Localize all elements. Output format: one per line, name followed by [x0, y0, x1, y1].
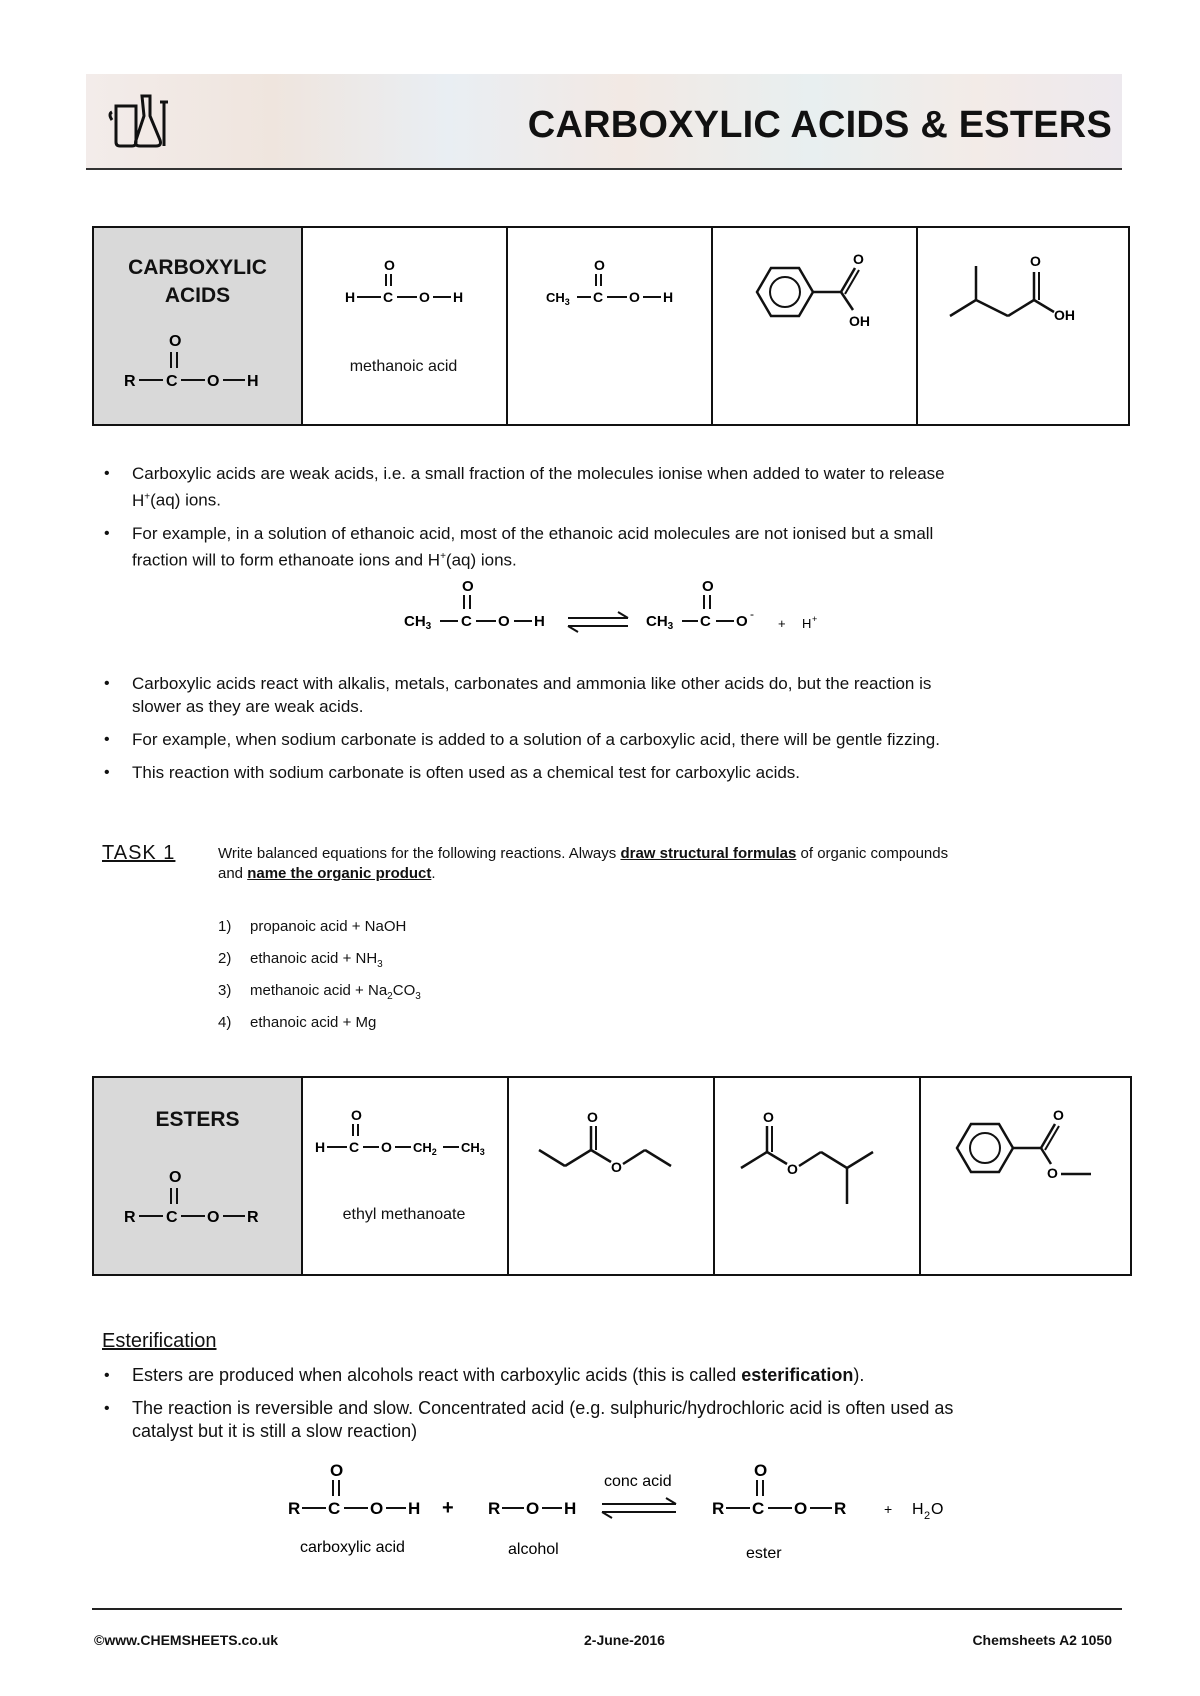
svg-text:C: C	[328, 1499, 341, 1518]
svg-text:H: H	[564, 1499, 577, 1518]
isobutyl-ethanoate-skeletal	[737, 1110, 907, 1210]
svg-text:O: O	[611, 1159, 622, 1175]
task-label: TASK 1	[102, 842, 176, 864]
esters-heading: ESTERS	[155, 1108, 240, 1131]
acid-bullets	[100, 462, 1122, 581]
svg-text:C: C	[461, 613, 472, 630]
label-alcohol: alcohol	[508, 1541, 559, 1558]
svg-text:O: O	[351, 1107, 362, 1123]
carboxylic-acid-general-formula	[119, 328, 279, 398]
svg-text:O: O	[594, 257, 605, 273]
esterification-equation	[284, 1460, 974, 1572]
svg-text:H: H	[534, 613, 545, 630]
svg-text:O: O	[853, 251, 864, 267]
svg-text:O: O	[370, 1499, 384, 1518]
svg-text:C: C	[166, 373, 178, 390]
svg-text:H: H	[802, 616, 812, 631]
ester-example-ethyl-methanoate	[301, 1078, 509, 1274]
task-intro: Write balanced equations for the following reactions. Always draw structural formulas of organic compounds and name the organic product.	[218, 845, 949, 882]
svg-text:CH3: $CH_3$	[646, 613, 674, 632]
ester-example-methyl-benzoate	[919, 1078, 1128, 1274]
ethyl-methanoate-caption: ethyl methanoate	[342, 1206, 466, 1223]
acids-heading-cell	[94, 228, 303, 424]
esters-table	[92, 1076, 1132, 1276]
svg-text:OH: OH	[1054, 307, 1075, 323]
svg-text:H: H	[315, 1139, 326, 1155]
svg-text:C: C	[349, 1139, 360, 1155]
svg-text:O: O	[794, 1499, 808, 1518]
svg-text:OH: OH	[849, 313, 870, 329]
svg-text:CH3: $CH_3$	[404, 613, 432, 632]
svg-text:CH3: $CH_3$	[546, 290, 570, 306]
svg-text:O: O	[763, 1110, 774, 1125]
ester-example-isobutyl-ethanoate	[713, 1078, 921, 1274]
bullet-ethanoic-example: • For example, in a solution of ethanoic acid, most of the ethanoic acid molecules are not ionised but a small fraction will to form ethanoate ions and H+(aq) ions.	[100, 522, 1122, 572]
svg-text:O: O	[207, 1209, 220, 1226]
svg-text:O: O	[462, 578, 474, 595]
lab-glassware-icon	[106, 92, 176, 150]
svg-text:O: O	[498, 613, 510, 630]
svg-text:C: C	[700, 613, 711, 630]
svg-text:O: O	[169, 1169, 182, 1186]
task-item: 1) propanoic acid + NaOH	[218, 918, 407, 935]
svg-text:O: O	[1047, 1165, 1058, 1181]
methanoic-acid-caption: methanoic acid	[349, 358, 458, 375]
svg-text:O: O	[169, 333, 182, 350]
svg-text:O: O	[629, 289, 640, 305]
bullet-sodium-carbonate: • For example, when sodium carbonate is added to a solution of a carboxylic acid, there will be gentle fizzing.	[100, 728, 1122, 751]
svg-text:R: R	[288, 1499, 301, 1518]
footer-website: ©www.CHEMSHEETS.co.uk	[94, 1632, 279, 1648]
svg-text:O: O	[1053, 1107, 1064, 1123]
label-carboxylic-acid: carboxylic acid	[300, 1539, 405, 1556]
esters-heading-cell	[94, 1078, 303, 1274]
acids-heading-line1: CARBOXYLIC	[128, 256, 267, 279]
svg-text:H: H	[453, 289, 464, 305]
svg-text:O: O	[931, 1501, 944, 1518]
svg-text:C: C	[166, 1209, 178, 1226]
ester-example-ethyl-propanoate	[507, 1078, 715, 1274]
bullet-reactions: • Carboxylic acids react with alkalis, metals, carbonates and ammonia like other acids do, but the reaction is slower as they are weak acids.	[100, 672, 1122, 718]
svg-text:O: O	[330, 1461, 344, 1480]
benzoic-acid-skeletal	[741, 250, 901, 330]
header-banner	[86, 74, 1122, 170]
acid-example-benzoic	[711, 228, 918, 424]
svg-text:+: +	[812, 614, 818, 624]
svg-text:C: C	[383, 289, 394, 305]
svg-text:-: -	[750, 607, 754, 621]
svg-text:H: H	[663, 289, 674, 305]
svg-text:C: C	[752, 1499, 765, 1518]
bullet-esters-produced: • Esters are produced when alcohols react with carboxylic acids (this is called esterification).	[100, 1364, 1122, 1387]
carboxylic-acids-table	[92, 226, 1130, 426]
svg-text:R: R	[124, 373, 136, 390]
svg-text:O: O	[702, 578, 714, 595]
svg-text:O: O	[526, 1499, 540, 1518]
esterification-title: Esterification	[102, 1330, 217, 1352]
svg-text:O: O	[207, 373, 220, 390]
svg-text:O: O	[381, 1139, 392, 1155]
svg-text:R: R	[124, 1209, 136, 1226]
acid-example-methanoic	[301, 228, 508, 424]
methanoic-acid-structure	[341, 256, 471, 306]
methyl-benzoate-skeletal	[941, 1106, 1121, 1196]
svg-text:+: +	[778, 616, 786, 631]
bullet-weak-acids: • Carboxylic acids are weak acids, i.e. a small fraction of the molecules ionise when added to water to release H+(aq) ions.	[100, 462, 1122, 512]
svg-text:R: R	[488, 1499, 501, 1518]
svg-text:C: C	[593, 289, 604, 305]
svg-text:CH3: $CH_3$	[461, 1140, 485, 1156]
page-title: CARBOXYLIC ACIDS & ESTERS	[527, 104, 1112, 146]
svg-text:O: O	[419, 289, 430, 305]
footer-date: 2-June-2016	[584, 1632, 665, 1648]
svg-text:R: R	[247, 1209, 259, 1226]
ethyl-propanoate-skeletal	[535, 1110, 695, 1180]
task-item: 2) ethanoic acid + $NH_3$	[218, 950, 383, 970]
svg-text:O: O	[754, 1461, 768, 1480]
svg-text:R: R	[834, 1499, 847, 1518]
bullet-reversible: • The reaction is reversible and slow. Concentrated acid (e.g. sulphuric/hydrochloric acid is often used as catalyst but it is still a slow reaction)	[100, 1397, 1122, 1443]
svg-text:H: H	[912, 1501, 924, 1518]
acid-example-3-methylbutanoic	[916, 228, 1126, 424]
svg-text:H: H	[408, 1499, 421, 1518]
acid-bullets-2	[100, 672, 1122, 794]
task-item: 4) ethanoic acid + Mg	[218, 1014, 377, 1031]
methylbutanoic-acid-skeletal	[946, 250, 1116, 330]
footer-code: Chemsheets A2 1050	[972, 1632, 1112, 1648]
acid-example-ethanoic	[506, 228, 713, 424]
ester-general-formula	[119, 1164, 279, 1234]
svg-text:O: O	[384, 257, 395, 273]
svg-text:2: 2	[924, 1510, 931, 1522]
svg-text:R: R	[712, 1499, 725, 1518]
task-item: 3) methanoic acid + $Na_2CO_3$	[218, 982, 421, 1002]
esterification-bullets	[100, 1364, 1122, 1453]
acids-heading-line2: ACIDS	[164, 284, 231, 307]
svg-text:O: O	[736, 613, 748, 630]
bullet-chemical-test: • This reaction with sodium carbonate is often used as a chemical test for carboxylic acids.	[100, 761, 1122, 784]
svg-text:O: O	[587, 1110, 598, 1125]
svg-text:H: H	[345, 289, 356, 305]
ethanoic-acid-structure	[544, 256, 694, 306]
ionisation-equation	[400, 576, 860, 638]
svg-text:CH2: $CH_2$	[413, 1140, 437, 1156]
label-ester: ester	[746, 1545, 782, 1562]
catalyst-label: conc acid	[604, 1473, 672, 1490]
footer-divider	[92, 1608, 1122, 1610]
ethyl-methanoate-structure	[313, 1106, 503, 1156]
svg-text:O: O	[787, 1161, 798, 1177]
svg-text:+: +	[442, 1497, 454, 1519]
svg-text:+: +	[884, 1501, 893, 1517]
svg-text:H: H	[247, 373, 259, 390]
svg-text:O: O	[1030, 253, 1041, 269]
